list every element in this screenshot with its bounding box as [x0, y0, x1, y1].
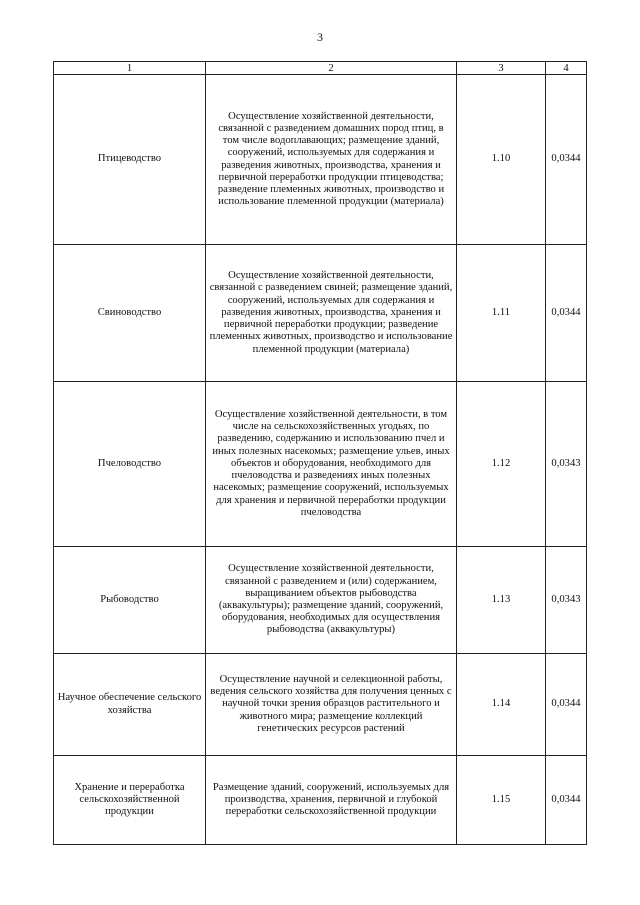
coefficient-value: 0,0344	[546, 75, 587, 245]
coefficient-value: 0,0344	[546, 756, 587, 845]
land-use-code: 1.11	[457, 245, 546, 382]
land-use-code: 1.13	[457, 547, 546, 654]
land-use-name: Птицеводство	[54, 75, 206, 245]
coefficient-value: 0,0344	[546, 654, 587, 756]
column-header-2: 2	[206, 62, 457, 75]
land-use-description: Осуществление хозяйственной деятельности, в том числе на сельскохозяйственных угодьях, по разведению, содержанию и использованию пчел и иных полезных насекомых; размещение ульев, иных объектов и оборудования, необходимого для пчеловодства и разведениях иных полезных насекомых; размещение сооружений, используемых для хранения и первичной переработки продукции пчеловодства	[206, 382, 457, 547]
land-use-name: Рыбоводство	[54, 547, 206, 654]
table-row	[54, 245, 587, 382]
land-use-description: Осуществление научной и селекционной работы, ведения сельского хозяйства для получения ценных с научной точки зрения образцов растительного и животного мира; размещение коллекций генетических ресурсов растений	[206, 654, 457, 756]
land-use-description: Размещение зданий, сооружений, используемых для производства, хранения, первичной и глубокой переработки сельскохозяйственной продукции	[206, 756, 457, 845]
land-use-description: Осуществление хозяйственной деятельности, связанной с разведением и (или) содержанием, выращиванием объектов рыбоводства (аквакультуры); размещение зданий, сооружений, оборудования, необходимых для осуществления рыбоводства (аквакультуры)	[206, 547, 457, 654]
land-use-code: 1.12	[457, 382, 546, 547]
land-use-description: Осуществление хозяйственной деятельности, связанной с разведением домашних пород птиц, в том числе водоплавающих; размещение зданий, сооружений, используемых для содержания и разведения животных, производства, хранения и первичной переработки продукции птицеводства; разведение племенных животных, производство и использование племенной продукции (материала)	[206, 75, 457, 245]
land-use-code: 1.14	[457, 654, 546, 756]
coefficient-value: 0,0343	[546, 547, 587, 654]
land-use-code: 1.10	[457, 75, 546, 245]
land-use-name: Свиноводство	[54, 245, 206, 382]
table-header-row	[54, 62, 587, 75]
land-use-code: 1.15	[457, 756, 546, 845]
table-row	[54, 547, 587, 654]
column-header-4: 4	[546, 62, 587, 75]
column-header-1: 1	[54, 62, 206, 75]
land-use-table	[53, 61, 587, 845]
table-row	[54, 75, 587, 245]
land-use-description: Осуществление хозяйственной деятельности, связанной с разведением свиней; размещение зданий, сооружений, используемых для содержания и разведения животных, производства, хранения и первичной переработки продукции; разведение племенных животных, производство и использование племенной продукции (материала)	[206, 245, 457, 382]
land-use-name: Научное обеспечение сельского хозяйства	[54, 654, 206, 756]
page-number: 3	[317, 30, 323, 44]
table-row	[54, 756, 587, 845]
table-row	[54, 382, 587, 547]
coefficient-value: 0,0344	[546, 245, 587, 382]
column-header-3: 3	[457, 62, 546, 75]
land-use-name: Пчеловодство	[54, 382, 206, 547]
coefficient-value: 0,0343	[546, 382, 587, 547]
table-row	[54, 654, 587, 756]
land-use-name: Хранение и переработка сельскохозяйственной продукции	[54, 756, 206, 845]
